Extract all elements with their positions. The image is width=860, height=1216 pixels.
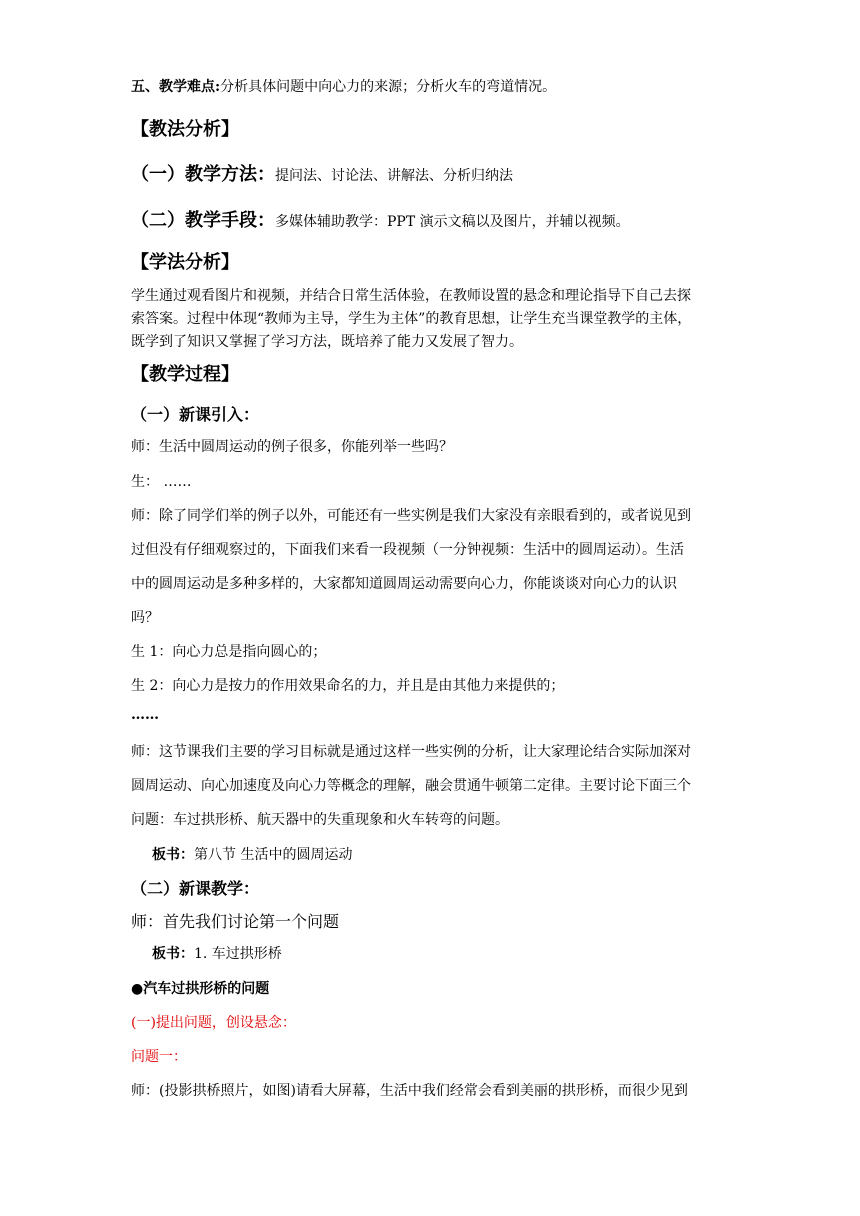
student-dots: 生： …… (131, 474, 192, 490)
ellipsis: …… (131, 707, 159, 723)
teacher-para-line-2: 过但没有仔细观察过的，下面我们来看一段视频（一分钟视频：生活中的圆周运动）。生活 (131, 542, 684, 558)
difficulty-line (131, 76, 736, 96)
question-one-heading: 问题一： (131, 1049, 187, 1065)
teaching-means-label: （二）教学手段： (131, 210, 275, 231)
teaching-method-label: （一）教学方法： (131, 164, 275, 185)
teacher-para-line-3: 中的圆周运动是多种多样的，大家都知道圆周运动需要向心力，你能谈谈对向心力的认识 (131, 576, 677, 592)
teaching-means-line (131, 206, 736, 232)
learning-line-3: 既学到了知识又掌握了学习方法，既培养了能力又发展了智力。 (131, 334, 523, 350)
board-note-1 (152, 844, 736, 864)
teaching-method-text: 提问法、讨论法、讲解法、分析归纳法 (275, 168, 513, 184)
teaching-method-line (131, 160, 736, 186)
difficulty-text: 分析具体问题中向心力的来源；分析火车的弯道情况。 (220, 79, 557, 95)
difficulty-label: 五、教学难点: (131, 79, 221, 95)
board-note-2 (152, 943, 736, 963)
student-1-answer: 生 1：向心力总是指向圆心的； (131, 644, 327, 660)
teaching-analysis-heading: 【教法分析】 (131, 119, 239, 140)
teacher-bridge-line: 师：(投影拱桥照片，如图)请看大屏幕，生活中我们经常会看到美丽的拱形桥，而很少见到 (131, 1083, 688, 1099)
student-2-answer: 生 2：向心力是按力的作用效果命名的力，并且是由其他力来提供的； (131, 678, 565, 694)
board-text-1: 第八节 生活中的圆周运动 (194, 847, 353, 863)
bridge-problem-heading: ●汽车过拱形桥的问题 (131, 981, 270, 997)
intro-heading: （一）新课引入： (131, 405, 260, 424)
learning-line-2: 索答案。过程中体现“教师为主导，学生为主体”的教育思想，让学生充当课堂教学的主体， (131, 311, 692, 327)
learning-analysis-heading: 【学法分析】 (131, 252, 239, 273)
teacher-question-1: 师：生活中圆周运动的例子很多，你能列举一些吗？ (131, 439, 453, 455)
teacher-para-line-4: 吗？ (131, 610, 159, 626)
teaching-means-text: 多媒体辅助教学：PPT 演示文稿以及图片，并辅以视频。 (275, 214, 630, 230)
teacher-para2-line-3: 问题：车过拱形桥、航天器中的失重现象和火车转弯的问题。 (131, 812, 509, 828)
teacher-para-line-1: 师：除了同学们举的例子以外，可能还有一些实例是我们大家没有亲眼看到的，或者说见到 (131, 508, 691, 524)
teacher-first-issue: 师：首先我们讨论第一个问题 (131, 912, 340, 931)
board-label-2: 板书： (152, 946, 194, 962)
teacher-para2-line-2: 圆周运动、向心加速度及向心力等概念的理解，融会贯通牛顿第二定律。主要讨论下面三个 (131, 778, 691, 794)
new-lesson-heading: （二）新课教学： (131, 879, 260, 898)
board-text-2: 1. 车过拱形桥 (194, 946, 282, 962)
raise-question-heading: (一)提出问题，创设悬念： (131, 1015, 296, 1031)
process-heading: 【教学过程】 (131, 364, 239, 385)
board-label-1: 板书： (152, 847, 194, 863)
learning-line-1: 学生通过观看图片和视频，并结合日常生活体验，在教师设置的悬念和理论指导下自己去探 (131, 288, 691, 304)
teacher-para2-line-1: 师：这节课我们主要的学习目标就是通过这样一些实例的分析，让大家理论结合实际加深对 (131, 744, 691, 760)
